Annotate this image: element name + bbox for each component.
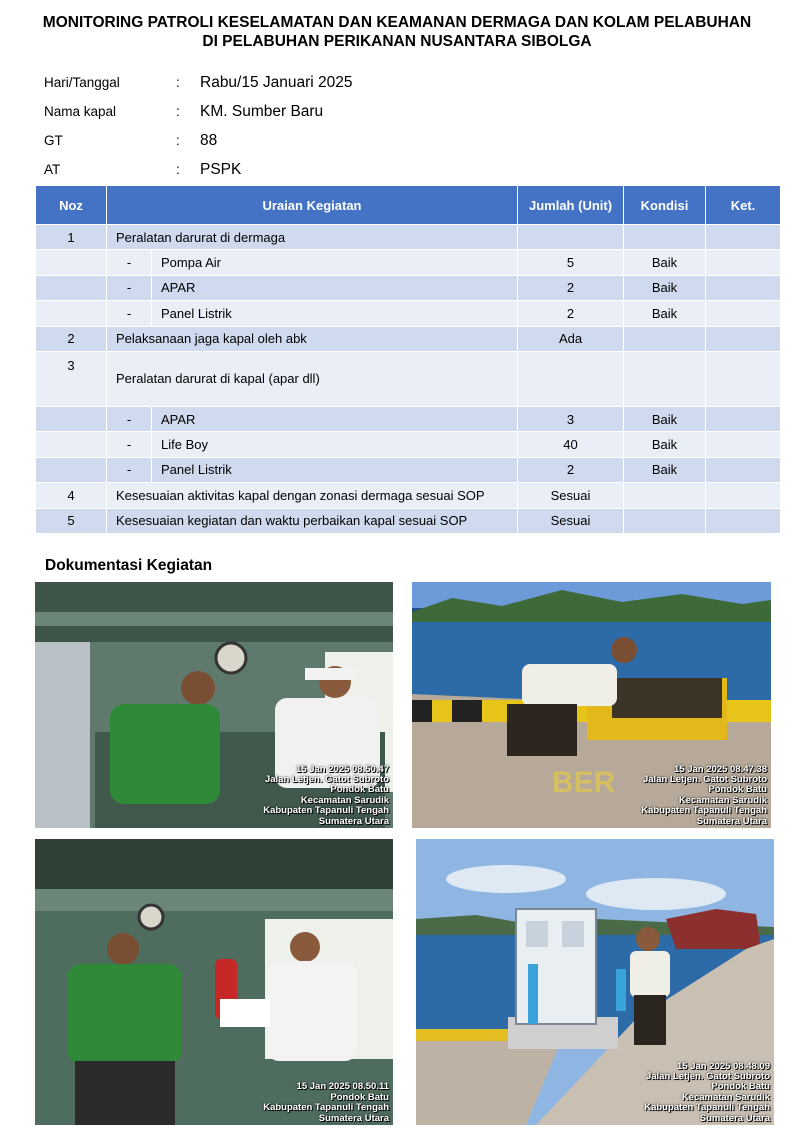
row-quantity bbox=[518, 225, 624, 250]
row-description: Peralatan darurat di dermaga bbox=[107, 225, 518, 250]
photo-ship-cabin-inspection bbox=[35, 582, 393, 828]
row-no: 3 bbox=[36, 351, 107, 406]
row-quantity: 2 bbox=[518, 457, 624, 482]
stamp-line: 15 Jan 2025 08.50.47 bbox=[296, 763, 389, 775]
row-item: Panel Listrik bbox=[152, 301, 518, 326]
row-no: 5 bbox=[36, 508, 107, 533]
row-quantity: 5 bbox=[518, 250, 624, 275]
row-item: Panel Listrik bbox=[152, 457, 518, 482]
info-value: KM. Sumber Baru bbox=[200, 102, 324, 120]
table-row bbox=[36, 508, 781, 533]
info-row-ship-name bbox=[44, 97, 353, 126]
table-row bbox=[36, 301, 781, 326]
info-colon: : bbox=[176, 133, 180, 148]
info-label: AT bbox=[44, 162, 61, 177]
row-notes bbox=[706, 225, 781, 250]
row-condition bbox=[624, 351, 706, 406]
table-row bbox=[36, 457, 781, 482]
header-notes: Ket. bbox=[706, 186, 781, 225]
stamp-line: Pondok Batu bbox=[711, 1081, 770, 1093]
stamp-line: Kabupaten Tapanuli Tengah bbox=[644, 1102, 770, 1114]
row-condition: Baik bbox=[624, 301, 706, 326]
svg-text:BER: BER bbox=[552, 766, 616, 799]
stamp-line: Pondok Batu bbox=[330, 784, 389, 796]
stamp-line: Jalan Letjen. Gatot Subroto bbox=[642, 773, 767, 785]
row-condition bbox=[624, 326, 706, 351]
header-quantity: Jumlah (Unit) bbox=[518, 186, 624, 225]
row-condition: Baik bbox=[624, 406, 706, 431]
row-dash: - bbox=[107, 457, 152, 482]
row-description: Peralatan darurat di kapal (apar dll) bbox=[107, 351, 518, 406]
stamp-line: Kabupaten Tapanuli Tengah bbox=[263, 1102, 389, 1114]
stamp-line: Kecamatan Sarudik bbox=[300, 794, 389, 806]
row-dash: - bbox=[107, 301, 152, 326]
header-condition: Kondisi bbox=[624, 186, 706, 225]
row-notes bbox=[706, 457, 781, 482]
info-row-date bbox=[44, 68, 353, 97]
photo-dock-panel-inspection bbox=[416, 839, 774, 1125]
header-description: Uraian Kegiatan bbox=[107, 186, 518, 225]
row-no bbox=[36, 457, 107, 482]
row-notes bbox=[706, 250, 781, 275]
row-quantity: 2 bbox=[518, 275, 624, 300]
row-condition bbox=[624, 508, 706, 533]
table-row bbox=[36, 275, 781, 300]
info-label: Nama kapal bbox=[44, 104, 117, 119]
info-value: 88 bbox=[200, 131, 218, 149]
row-dash: - bbox=[107, 432, 152, 457]
row-item: Pompa Air bbox=[152, 250, 518, 275]
row-no bbox=[36, 301, 107, 326]
title-line-1: MONITORING PATROLI KESELAMATAN DAN KEAMANAN DERMAGA DAN KOLAM PELABUHAN bbox=[42, 14, 752, 31]
stamp-line: Sumatera Utara bbox=[696, 815, 767, 827]
title-line-2: DI PELABUHAN PERIKANAN NUSANTARA SIBOLGA bbox=[202, 33, 592, 50]
row-dash: - bbox=[107, 406, 152, 431]
documentation-title: Dokumentasi Kegiatan bbox=[45, 557, 213, 574]
vessel-info bbox=[44, 68, 353, 184]
row-item: APAR bbox=[152, 406, 518, 431]
row-quantity: 3 bbox=[518, 406, 624, 431]
header-no: Noz bbox=[36, 186, 107, 225]
row-notes bbox=[706, 508, 781, 533]
stamp-line: 15 Jan 2025 08.47.38 bbox=[674, 763, 767, 775]
row-notes bbox=[706, 483, 781, 508]
stamp-line: Pondok Batu bbox=[330, 1091, 389, 1103]
table-row bbox=[36, 432, 781, 457]
info-value: PSPK bbox=[200, 160, 242, 178]
stamp-line: Sumatera Utara bbox=[318, 1112, 389, 1124]
row-notes bbox=[706, 326, 781, 351]
info-colon: : bbox=[176, 104, 180, 119]
activity-table bbox=[35, 185, 781, 534]
row-no: 1 bbox=[36, 225, 107, 250]
row-no bbox=[36, 432, 107, 457]
stamp-line: 15 Jan 2025 08.48.09 bbox=[677, 1060, 770, 1072]
row-condition: Baik bbox=[624, 432, 706, 457]
info-label: Hari/Tanggal bbox=[44, 75, 120, 90]
info-value: Rabu/15 Januari 2025 bbox=[200, 73, 353, 91]
photo-timestamp bbox=[641, 765, 767, 827]
row-description: Pelaksanaan jaga kapal oleh abk bbox=[107, 326, 518, 351]
row-quantity bbox=[518, 351, 624, 406]
row-quantity: Ada bbox=[518, 326, 624, 351]
row-notes bbox=[706, 432, 781, 457]
photo-dock-equipment-check bbox=[412, 582, 771, 828]
stamp-line: Kabupaten Tapanuli Tengah bbox=[641, 805, 767, 817]
row-notes bbox=[706, 351, 781, 406]
table-row bbox=[36, 406, 781, 431]
row-condition: Baik bbox=[624, 250, 706, 275]
stamp-line: Jalan Letjen. Gatot Subroto bbox=[264, 773, 389, 785]
row-condition bbox=[624, 225, 706, 250]
row-condition bbox=[624, 483, 706, 508]
row-no: 2 bbox=[36, 326, 107, 351]
photo-timestamp bbox=[263, 1082, 389, 1124]
row-condition: Baik bbox=[624, 457, 706, 482]
table-row bbox=[36, 225, 781, 250]
row-notes bbox=[706, 406, 781, 431]
photo-timestamp bbox=[263, 765, 389, 827]
table-row bbox=[36, 326, 781, 351]
row-dash: - bbox=[107, 275, 152, 300]
row-quantity: Sesuai bbox=[518, 483, 624, 508]
info-label: GT bbox=[44, 133, 63, 148]
row-notes bbox=[706, 301, 781, 326]
row-condition: Baik bbox=[624, 275, 706, 300]
stamp-line: Sumatera Utara bbox=[699, 1112, 770, 1124]
row-quantity: 2 bbox=[518, 301, 624, 326]
table-header-row bbox=[36, 186, 781, 225]
row-item: APAR bbox=[152, 275, 518, 300]
row-description: Kesesuaian kegiatan dan waktu perbaikan kapal sesuai SOP bbox=[107, 508, 518, 533]
table-row bbox=[36, 351, 781, 406]
stamp-line: Pondok Batu bbox=[708, 784, 767, 796]
row-item: Life Boy bbox=[152, 432, 518, 457]
info-row-at bbox=[44, 155, 353, 184]
info-row-gt bbox=[44, 126, 353, 155]
document-title bbox=[0, 13, 794, 51]
stamp-line: Jalan Letjen. Gatot Subroto bbox=[645, 1070, 770, 1082]
photo-ship-apar-inspection bbox=[35, 839, 393, 1125]
stamp-line: 15 Jan 2025 08.50.11 bbox=[296, 1081, 389, 1093]
row-no bbox=[36, 406, 107, 431]
table-row bbox=[36, 483, 781, 508]
row-description: Kesesuaian aktivitas kapal dengan zonasi dermaga sesuai SOP bbox=[107, 483, 518, 508]
row-no bbox=[36, 275, 107, 300]
row-no: 4 bbox=[36, 483, 107, 508]
info-colon: : bbox=[176, 162, 180, 177]
stamp-line: Kecamatan Sarudik bbox=[681, 1091, 770, 1103]
row-dash: - bbox=[107, 250, 152, 275]
row-notes bbox=[706, 275, 781, 300]
row-no bbox=[36, 250, 107, 275]
row-quantity: Sesuai bbox=[518, 508, 624, 533]
stamp-line: Kabupaten Tapanuli Tengah bbox=[263, 805, 389, 817]
info-colon: : bbox=[176, 75, 180, 90]
stamp-line: Sumatera Utara bbox=[318, 815, 389, 827]
row-quantity: 40 bbox=[518, 432, 624, 457]
photo-timestamp bbox=[644, 1062, 770, 1124]
stamp-line: Kecamatan Sarudik bbox=[678, 794, 767, 806]
table-row bbox=[36, 250, 781, 275]
